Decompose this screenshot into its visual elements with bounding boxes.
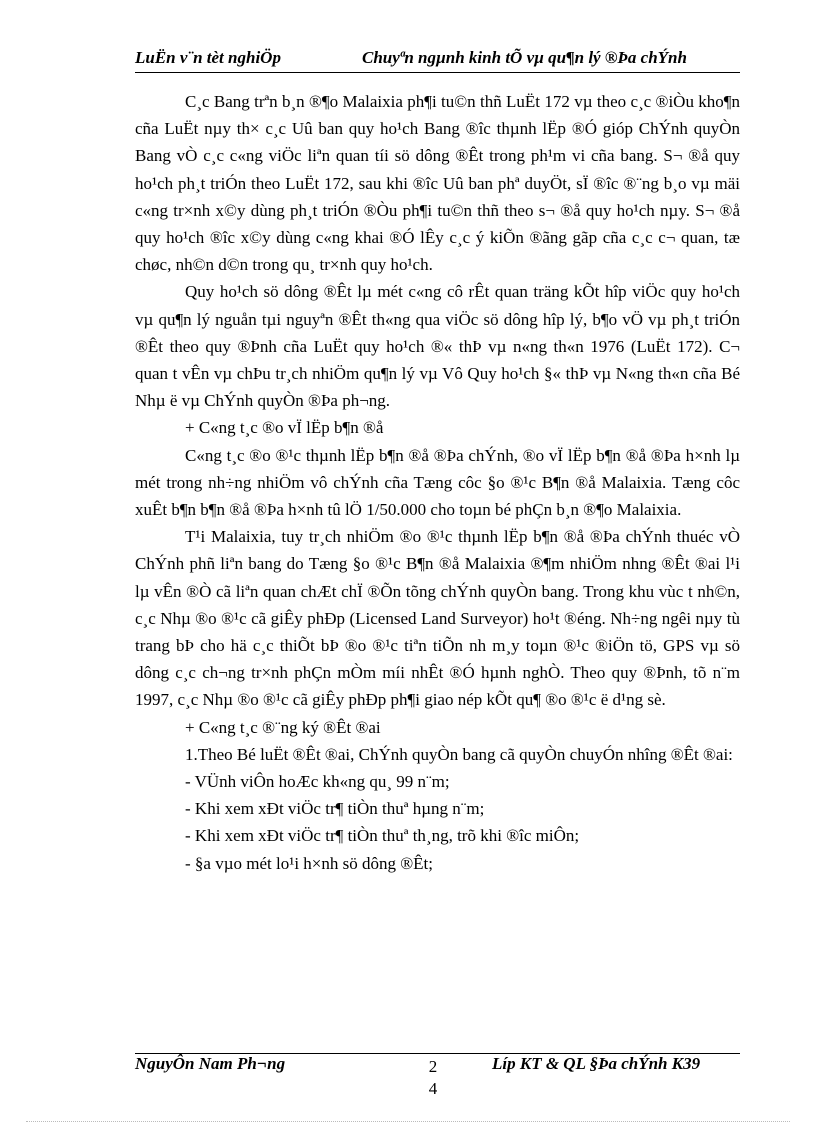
footer-author: NguyÔn Nam Ph¬ng xyxy=(135,1054,286,1073)
list-item: - VÜnh viÔn hoÆc kh«ng qu¸ 99 n¨m; xyxy=(185,772,450,792)
paragraph: T¹i Malaixia, tuy tr¸ch nhiÖm ®o ®¹c thµnh lËp b¶n ®å ®Þa chÝnh thuéc vÒ ChÝnh phñ liªn bang do Tæng §o ®¹c B¶n ®å Malaixia ®¶m nhiÖm nhng ®Êt ®ai l¹i lµ vÊn ®Ò cã liªn quan chÆt chÏ ®Õn tõng chÝnh quyÒn bang. Trong khu vùc t nh©n, c¸c Nhµ ®o ®¹c cã giÊy phÐp (Licensed Land Surveyor) ho¹t ®éng. Nh÷ng ngêi nµy tù trang bÞ cho hä c¸c thiÕt bÞ ®o ®¹c tiªn tiÕn nh m¸y toµn ®¹c ®iÖn tö, GPS vµ sö dông c¸c ch¬ng tr×nh phÇn mÒm míi nhÊt ®Ó hµnh nghÒ. Theo quy ®Þnh, tõ n¨m 1997, c¸c Nhµ ®o ®¹c cã giÊy phÐp ph¶i giao nép kÕt qu¶ ®o ®¹c ë d¹ng sè. xyxy=(135,527,740,710)
section-heading: + C«ng t¸c ®¨ng ký ®Êt ®ai xyxy=(185,717,381,737)
page-number-second-digit: 4 xyxy=(428,1079,438,1098)
list-item: - Khi xem xÐt viÖc tr¶ tiÒn thuª hµng n¨m; xyxy=(185,799,485,819)
section-heading: + C«ng t¸c ®o vÏ lËp b¶n ®å xyxy=(185,418,384,438)
paragraph: Quy ho¹ch sö dông ®Êt lµ mét c«ng cô rÊt quan träng kÕt hîp viÖc quy ho¹ch vµ qu¶n lý nguån tµi nguyªn ®Êt th«ng qua viÖc sö dông hîp lý, b¶o vÖ vµ ph¸t triÓn ®Êt theo quy ®Þnh cña LuËt quy ho¹ch ®« thÞ vµ n«ng th«n 1976 (LuËt 172). C¬ quan t vÊn vµ chÞu tr¸ch nhiÖm qu¶n lý vµ Vô Quy ho¹ch §« thÞ vµ N«ng th«n cña Bé Nhµ ë vµ ChÝnh quyÒn ®Þa ph¬ng. xyxy=(135,282,740,411)
page-edge-divider xyxy=(26,1121,790,1122)
header-left-title: LuËn v¨n tèt nghiÖp xyxy=(135,48,281,67)
footer-class: Líp KT & QL §Þa chÝnh K39 xyxy=(492,1054,701,1073)
list-item: - §a vµo mét lo¹i h×nh sö dông ®Êt; xyxy=(185,853,433,873)
document-body xyxy=(135,88,740,877)
paragraph: C¸c Bang trªn b¸n ®¶o Malaixia ph¶i tu©n thñ LuËt 172 vµ theo c¸c ®iÒu kho¶n cña LuËt nµy th× c¸c Uû ban quy ho¹ch Bang ®îc thµnh lËp ®Ó gióp ChÝnh quyÒn Bang vÒ c¸c c«ng viÖc liªn quan tíi sö dông ®Êt trong ph¹m vi cña bang. S¬ ®å quy ho¹ch ph¸t triÓn theo LuËt 172, sau khi ®îc Uû ban phª duyÖt, sÏ ®îc ®¨ng b¸o vµ mäi c«ng tr×nh x©y dùng ph¸t triÓn ®Òu ph¶i tu©n thñ theo s¬ ®å quy ho¹ch nµy. S¬ ®å quy ho¹ch ®îc x©y dùng c«ng khai ®Ó lÊy c¸c ý kiÕn ®ãng gãp cña c¸c c¬ quan, tæ chøc, nh©n d©n trong qu¸ tr×nh quy ho¹ch. xyxy=(135,92,740,275)
page-number-first-digit: 2 xyxy=(428,1057,438,1076)
page-number xyxy=(425,1056,441,1100)
list-item: - Khi xem xÐt viÖc tr¶ tiÒn thuª th¸ng, trõ khi ®îc miÔn; xyxy=(185,826,580,846)
paragraph: C«ng t¸c ®o ®¹c thµnh lËp b¶n ®å ®Þa chÝnh, ®o vÏ lËp b¶n ®å ®Þa h×nh lµ mét trong nh÷ng nhiÖm vô chÝnh cña Tæng côc §o ®¹c B¶n ®å Malaixia. Tæng côc xuÊt b¶n b¶n ®å ®Þa h×nh tû lÖ 1/50.000 cho toµn bé phÇn b¸n ®¶o Malaixia. xyxy=(135,445,740,520)
header-rule xyxy=(135,72,740,73)
paragraph: 1.Theo Bé luËt ®Êt ®ai, ChÝnh quyÒn bang cã quyÒn chuyÓn nhîng ®Êt ®ai: xyxy=(185,744,733,764)
header-right-title: Chuyªn ngµnh kinh tÕ vµ qu¶n lý ®Þa chÝnh xyxy=(362,48,687,67)
